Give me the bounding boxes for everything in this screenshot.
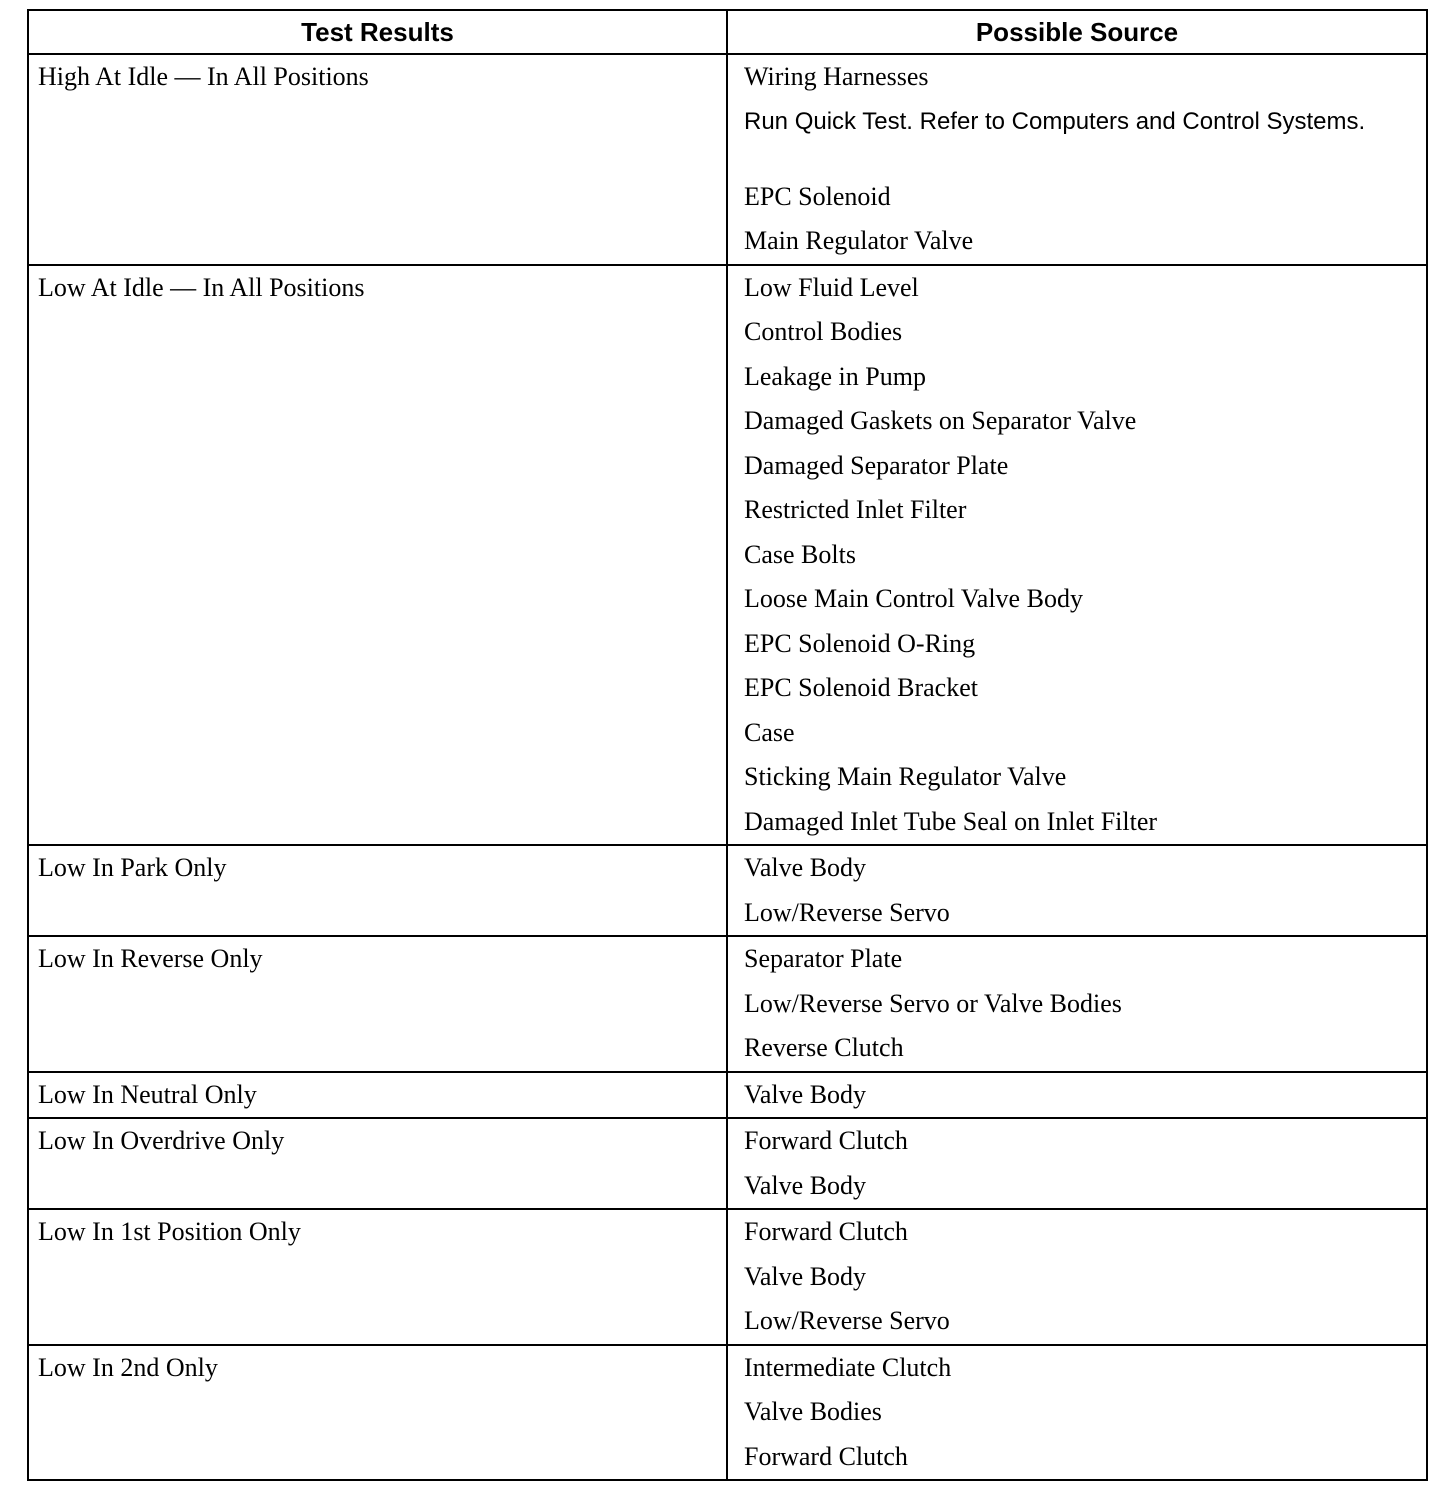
table-row bbox=[28, 845, 1427, 936]
possible-source-cell bbox=[727, 1118, 1427, 1209]
source-item: Leakage in Pump bbox=[744, 361, 926, 391]
test-result-cell bbox=[28, 54, 727, 265]
source-item: Case bbox=[744, 717, 795, 747]
source-item: Loose Main Control Valve Body bbox=[744, 584, 1083, 613]
source-item: EPC Solenoid Bracket bbox=[744, 673, 978, 702]
test-result: Low At Idle — In All Positions bbox=[38, 272, 365, 302]
source-item: Damaged Separator Plate bbox=[744, 450, 1009, 480]
diagnosis-table bbox=[27, 9, 1428, 1481]
source-item: Valve Bodies bbox=[744, 1397, 882, 1426]
source-item: Separator Plate bbox=[744, 944, 903, 973]
test-result-cell bbox=[28, 1209, 727, 1345]
source-item: Valve Body bbox=[744, 1170, 867, 1200]
table-row bbox=[28, 936, 1427, 1072]
source-item: Forward Clutch bbox=[744, 1441, 908, 1471]
table-row bbox=[28, 1072, 1427, 1119]
possible-source-cell bbox=[727, 265, 1427, 846]
source-item: Forward Clutch bbox=[744, 1126, 908, 1155]
table-row bbox=[28, 1209, 1427, 1345]
source-item: Sticking Main Regulator Valve bbox=[744, 762, 1067, 791]
source-item: Intermediate Clutch bbox=[744, 1352, 952, 1382]
source-item: Valve Body bbox=[744, 1261, 867, 1291]
test-result-cell bbox=[28, 1072, 727, 1119]
source-item: Damaged Inlet Tube Seal on Inlet Filter bbox=[744, 806, 1158, 836]
source-item: Restricted Inlet Filter bbox=[744, 495, 967, 524]
source-item: EPC Solenoid bbox=[744, 181, 891, 211]
possible-source-cell bbox=[727, 845, 1427, 936]
source-item: Forward Clutch bbox=[744, 1217, 908, 1246]
source-item: Low/Reverse Servo bbox=[744, 897, 950, 927]
test-result: Low In Neutral Only bbox=[38, 1079, 257, 1109]
test-result: High At Idle — In All Positions bbox=[38, 62, 369, 91]
test-result: Low In Park Only bbox=[38, 853, 227, 882]
test-result-cell bbox=[28, 1345, 727, 1481]
source-item: Low/Reverse Servo or Valve Bodies bbox=[744, 988, 1122, 1018]
test-result-cell bbox=[28, 265, 727, 846]
source-item: EPC Solenoid O-Ring bbox=[744, 628, 976, 658]
source-item: Valve Body bbox=[744, 853, 867, 882]
source-item: Run Quick Test. Refer to Computers and Control Systems. bbox=[744, 107, 1366, 135]
possible-source-cell bbox=[727, 936, 1427, 1072]
test-result-cell bbox=[28, 1118, 727, 1209]
test-result: Low In 1st Position Only bbox=[38, 1217, 301, 1246]
table-row bbox=[28, 1118, 1427, 1209]
test-result: Low In Overdrive Only bbox=[38, 1126, 285, 1155]
source-item: Low Fluid Level bbox=[744, 272, 919, 302]
possible-source-cell bbox=[727, 1345, 1427, 1481]
table-row bbox=[28, 1345, 1427, 1481]
source-item: Reverse Clutch bbox=[744, 1033, 904, 1062]
header-possible-source: Possible Source bbox=[727, 10, 1427, 54]
possible-source-cell bbox=[727, 1072, 1427, 1119]
source-item: Low/Reverse Servo bbox=[744, 1306, 950, 1335]
source-item: Wiring Harnesses bbox=[744, 62, 929, 91]
source-item: Control Bodies bbox=[744, 317, 903, 346]
source-item: Case Bolts bbox=[744, 539, 856, 569]
source-item: Valve Body bbox=[744, 1079, 867, 1109]
header-row bbox=[28, 10, 1427, 54]
header-test-results: Test Results bbox=[28, 10, 727, 54]
source-item: Main Regulator Valve bbox=[744, 226, 974, 255]
source-item: Damaged Gaskets on Separator Valve bbox=[744, 406, 1137, 435]
test-result: Low In Reverse Only bbox=[38, 944, 263, 973]
test-result-cell bbox=[28, 936, 727, 1072]
test-result: Low In 2nd Only bbox=[38, 1352, 218, 1382]
possible-source-cell bbox=[727, 54, 1427, 265]
table-row bbox=[28, 54, 1427, 265]
table-row bbox=[28, 265, 1427, 846]
test-result-cell bbox=[28, 845, 727, 936]
possible-source-cell bbox=[727, 1209, 1427, 1345]
